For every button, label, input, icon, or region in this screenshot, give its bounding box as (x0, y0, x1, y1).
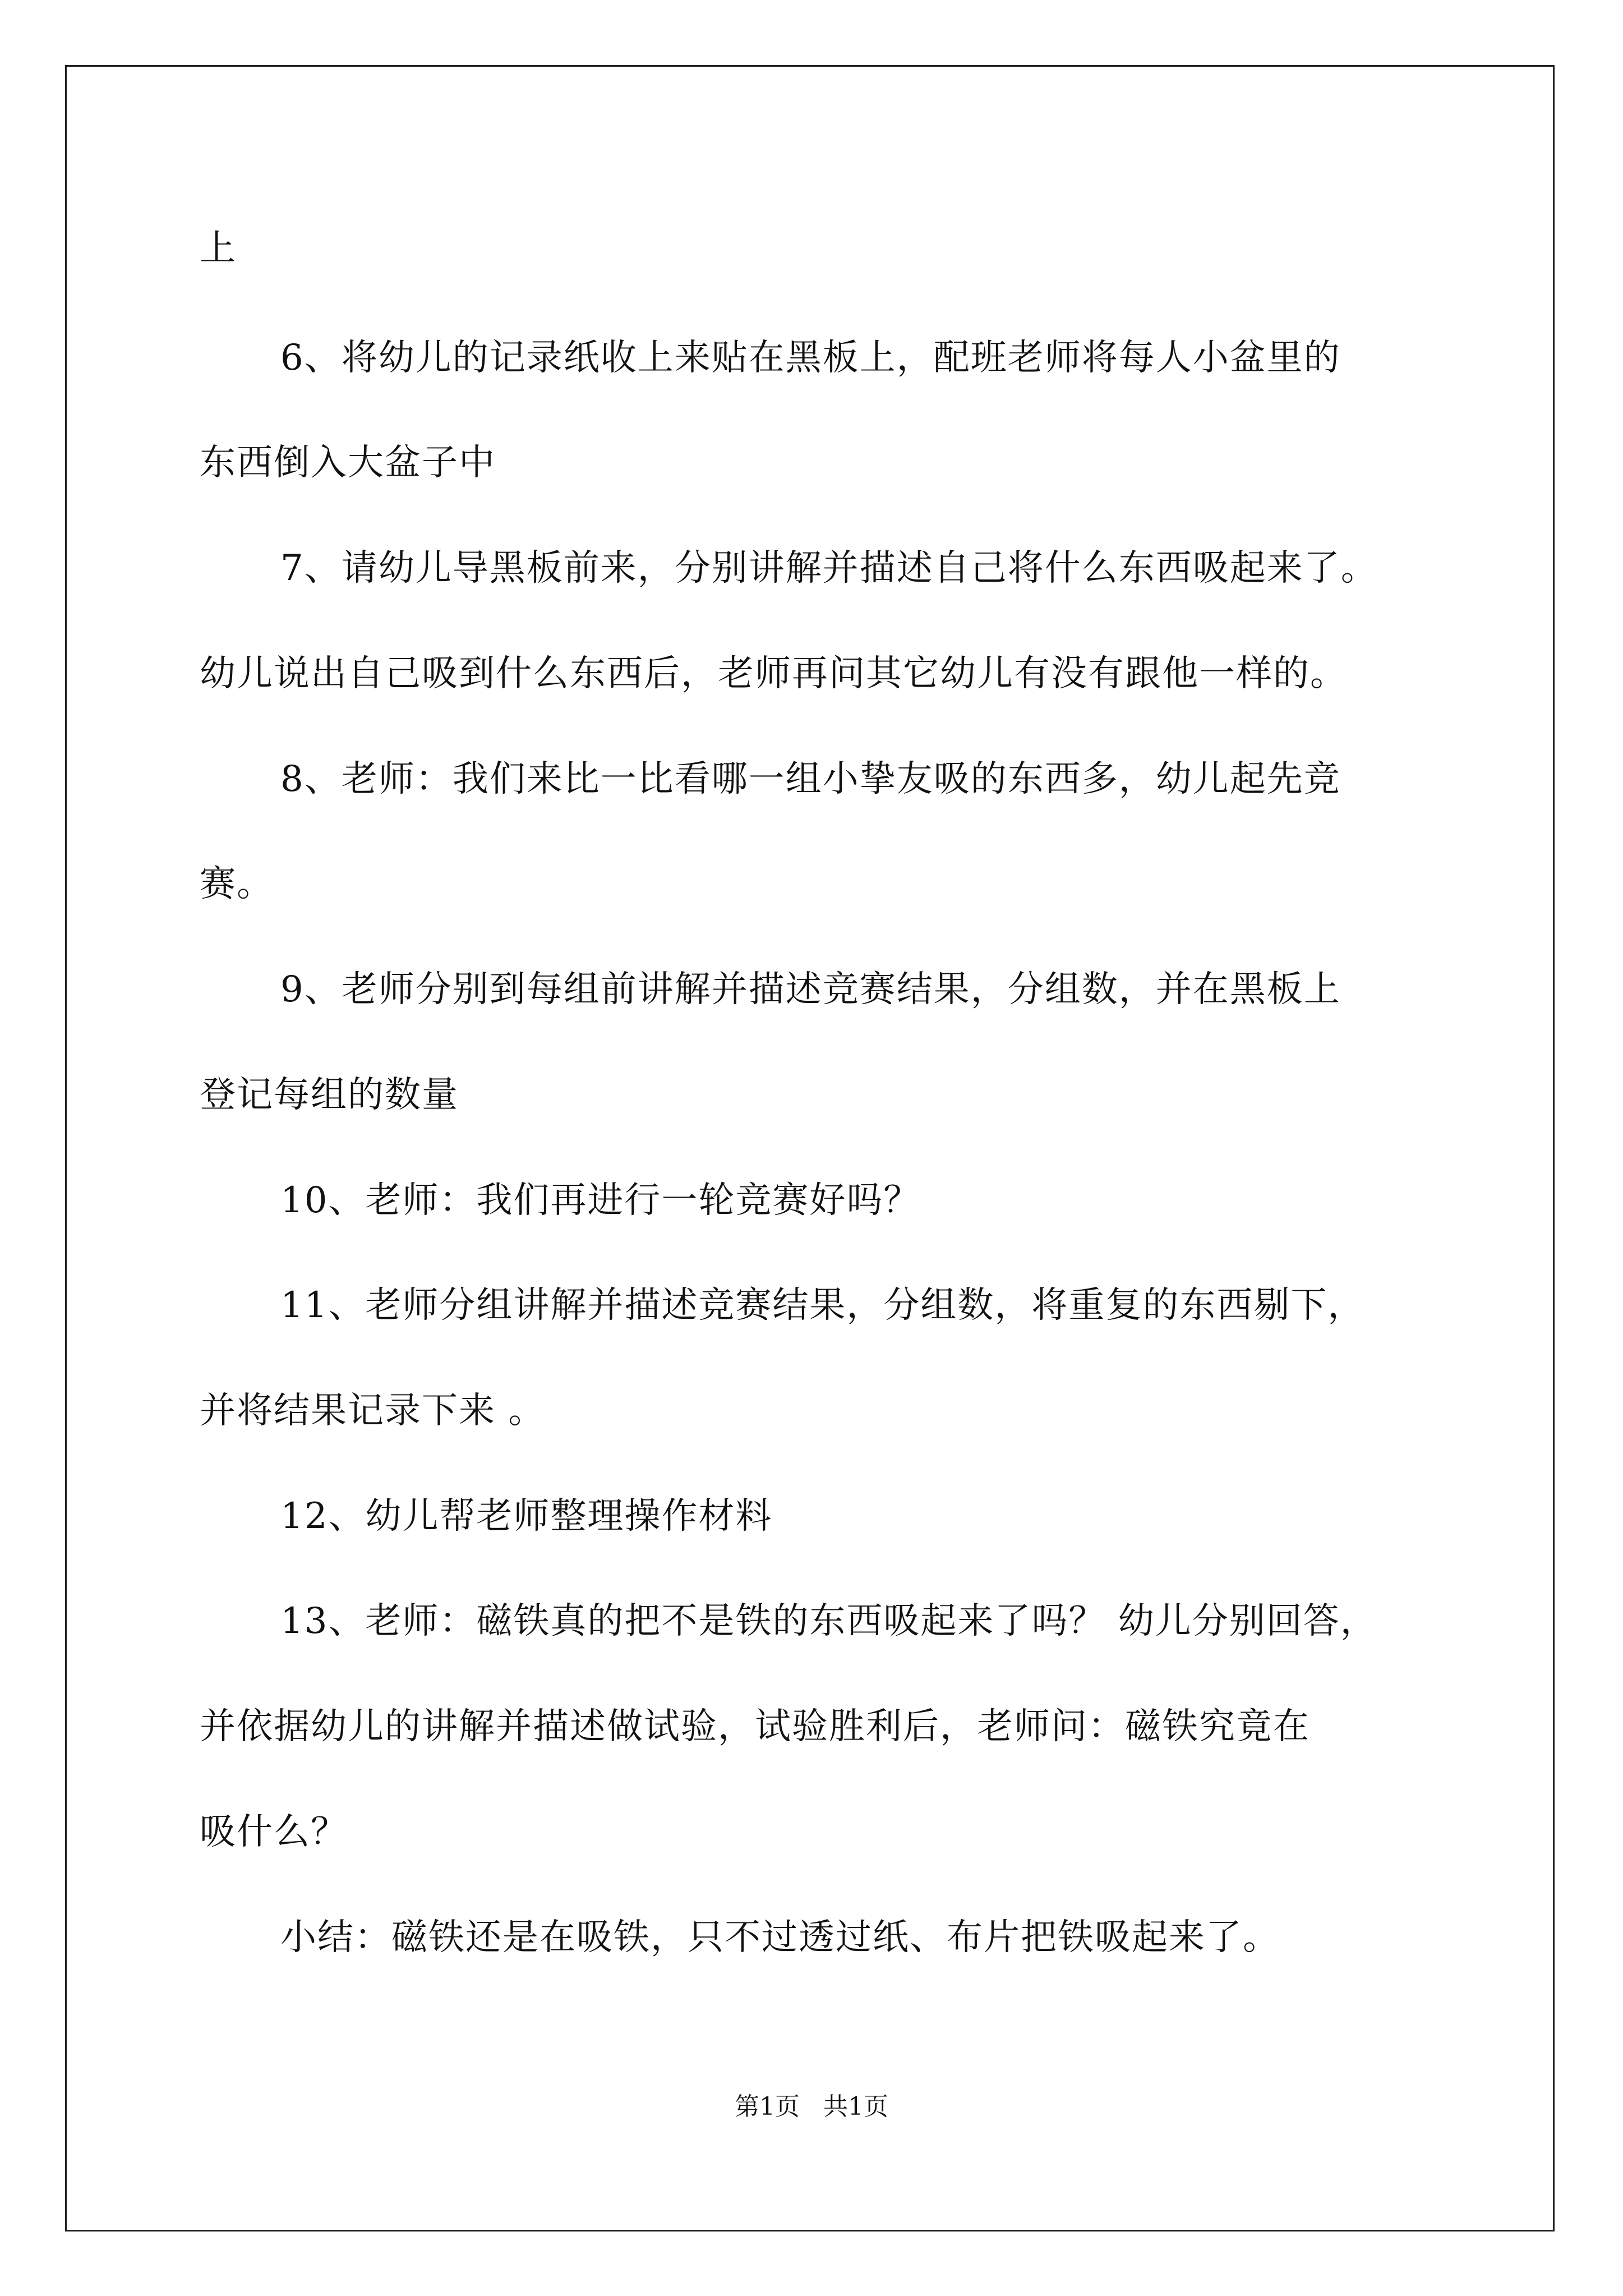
step-9-line-1: 9、老师分别到每组前讲解并描述竞赛结果，分组数，并在黑板上 (280, 969, 1341, 1010)
step-7-line-1: 7、请幼儿导黑板前来，分别讲解并描述自己将什么东西吸起来了。 (280, 547, 1378, 589)
page-footer: 第1页 共1页 (735, 2092, 888, 2121)
step-7-line-2: 幼儿说出自己吸到什么东西后，老师再问其它幼儿有没有跟他一样的。 (200, 653, 1347, 694)
step-13-line-1: 13、老师：磁铁真的把不是铁的东西吸起来了吗？ 幼儿分别回答， (280, 1600, 1377, 1642)
step-13-line-3: 吸什么？ (200, 1811, 348, 1853)
page-border (65, 65, 1555, 2231)
step-6-line-2: 东西倒入大盆子中 (200, 442, 496, 484)
step-11-line-2: 并将结果记录下来 。 (200, 1390, 546, 1432)
step-8-line-2: 赛。 (200, 863, 274, 905)
step-8-line-1: 8、老师：我们来比一比看哪一组小挚友吸的东西多，幼儿起先竞 (280, 758, 1341, 800)
text-line-continuation: 上 (200, 228, 237, 269)
step-12-line: 12、幼儿帮老师整理操作材料 (280, 1496, 773, 1537)
summary-line: 小结：磁铁还是在吸铁，只不过透过纸、布片把铁吸起来了。 (280, 1917, 1280, 1958)
step-11-line-1: 11、老师分组讲解并描述竞赛结果，分组数，将重复的东西剔下， (280, 1285, 1365, 1326)
step-10-line: 10、老师：我们再进行一轮竞赛好吗？ (280, 1180, 921, 1221)
step-13-line-2: 并依据幼儿的讲解并描述做试验，试验胜利后，老师问：磁铁究竟在 (200, 1706, 1310, 1747)
step-9-line-2: 登记每组的数量 (200, 1074, 459, 1116)
step-6-line-1: 6、将幼儿的记录纸收上来贴在黑板上，配班老师将每人小盆里的 (280, 337, 1341, 379)
